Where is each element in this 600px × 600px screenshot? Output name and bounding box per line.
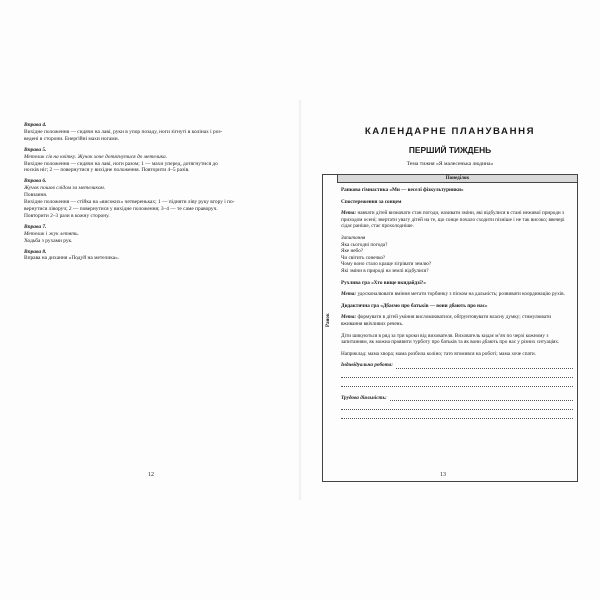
individual-work-row <box>341 362 573 369</box>
question-line: Чи світить сонечко? <box>341 254 386 261</box>
fill-line <box>341 378 573 387</box>
question-line: Яке небо? <box>341 248 364 255</box>
fill-line <box>341 401 573 410</box>
fill-line <box>390 395 573 401</box>
exercise-text-line: ведені в сторони. Енергійні махи ногами. <box>24 135 119 142</box>
activity-heading: Рухлива гра «Хто вище вкидайдзі?» <box>341 279 426 286</box>
exercise-text-line: Метелик і жук летять. <box>24 230 79 237</box>
goal-label: Мета: <box>341 291 358 298</box>
exercise-title: Вправа 6. <box>24 178 47 185</box>
goal-label: Мета: <box>341 314 358 321</box>
week-theme: Тема тижня «Я малесенька людина» <box>406 161 494 167</box>
fill-line <box>341 410 573 419</box>
exercise-6 <box>24 178 286 219</box>
question-line: Які зміни в природі на землі відбулися? <box>341 267 429 274</box>
exercise-text-line: Повзання. <box>24 192 48 199</box>
exercise-8 <box>24 249 286 263</box>
exercise-text-line: Ходьба з рухами рук. <box>24 237 73 244</box>
side-label-morning: Ранок <box>326 313 331 327</box>
exercise-text-line: Повторити 2–3 рази в кожну сторону. <box>24 212 110 219</box>
exercise-title: Вправа 4. <box>24 122 47 128</box>
exercise-title: Вправа 8. <box>24 248 47 255</box>
goal-label: Мета: <box>341 210 358 217</box>
exercise-title: Вправа 7. <box>24 223 47 230</box>
plan-blocks <box>341 187 573 357</box>
activity-text: Діти шикуються в ряд за три кроки від вихователя. Вихователь кидає м’яч по черзі кожному з запитанням, як можна проявити турботу про батьків та як вони дбають про нас у різних ситуаціях. <box>341 332 560 346</box>
goal-text: навчати дітей визначати стан погоди, називати зміни, які відбулися в стані неживої природи з приходом осені; звертати увагу дітей на те, що сонце почало сходити пізніше і не так високо; ввечері сідає раніше, стає прохолодніше. <box>341 210 565 230</box>
exercise-text-line: Вправа на дихання «Подуй на метелика». <box>24 255 120 262</box>
exercise-text-line: Вихідне положення — сидячи на лаві, руки в упор позаду, ноги зігнуті в колінах і роз- <box>24 128 223 135</box>
goal-text: удосконалювати вміння метати торбинку з піском на дальність; розвивати координацію рухів. <box>357 291 565 298</box>
exercise-text-line: вернутися ліворуч; 2 — повернутися у вихідне положення; 3–4 — те саме праворуч. <box>24 205 218 212</box>
fill-line <box>396 363 573 369</box>
exercise-title: Вправа 5. <box>24 146 47 153</box>
individual-work-label: Індивідуальна робота: <box>341 362 393 369</box>
question-line: Чому воно стало краще зігрівати землю? <box>341 261 432 268</box>
right-page <box>322 122 578 401</box>
left-page <box>24 122 286 266</box>
labor-activity-label: Трудова діяльність: <box>341 394 387 401</box>
book-gutter <box>298 100 302 500</box>
activity-heading: Спостереження за сонцем <box>341 198 402 205</box>
activity-goal <box>341 291 573 298</box>
question-line: Яка сьогодні погода? <box>341 241 388 248</box>
activity-heading: Ранкова гімнастика «Ми — веселі фізкультурники» <box>341 187 464 193</box>
activity-text: Наприклад: мама хвора; мама розбила коліно; тато втомився на роботі; мама хоче спати. <box>341 350 536 357</box>
side-column <box>323 175 337 481</box>
exercise-4 <box>24 122 286 143</box>
plan-table <box>322 174 578 482</box>
exercise-text-line: Вихідне положення — стійка на «високих» четвереньках; 1 — підняти ліву руку вгору і по- <box>24 199 235 206</box>
goal-text: формувати в дітей уміння висловлюватися, обґрунтовувати власну думку; стимулювати вживання ввічливих речень. <box>341 314 551 327</box>
activity-goal <box>341 210 573 230</box>
exercise-5 <box>24 147 286 175</box>
exercise-text-line: носків ніг; 2 — повернутися у вихідне положення. Повторити 4–5 разів. <box>24 167 190 174</box>
page-subtitle: ПЕРШИЙ ТИЖДЕНЬ <box>408 145 492 155</box>
page-title: КАЛЕНДАРНЕ ПЛАНУВАННЯ <box>364 126 536 137</box>
questions-label: Запитання <box>341 234 366 241</box>
table-header-day: Понеділок <box>337 175 577 183</box>
page-number-left: 12 <box>148 472 154 478</box>
labor-activity-row <box>341 395 573 402</box>
questions-block <box>341 235 573 275</box>
exercise-text-line: Жучок пошов слідом за метеликом. <box>24 185 106 192</box>
page-number-right: 13 <box>440 472 446 478</box>
plan-body <box>341 187 573 419</box>
activity-heading: Дидактична гра «Дбаємо про батьків — вони дбають про нас» <box>341 302 488 309</box>
exercise-7 <box>24 224 286 245</box>
exercise-text-line: Метелик сів на квітку. Жучок хоче дотягнутися до метелика. <box>24 153 168 160</box>
exercise-text-line: Вихідне положення — сидячи на лаві, ноги разом; 1 — махи уперед, дотягнутися до <box>24 160 218 167</box>
activity-goal <box>341 314 573 327</box>
fill-line <box>341 369 573 378</box>
